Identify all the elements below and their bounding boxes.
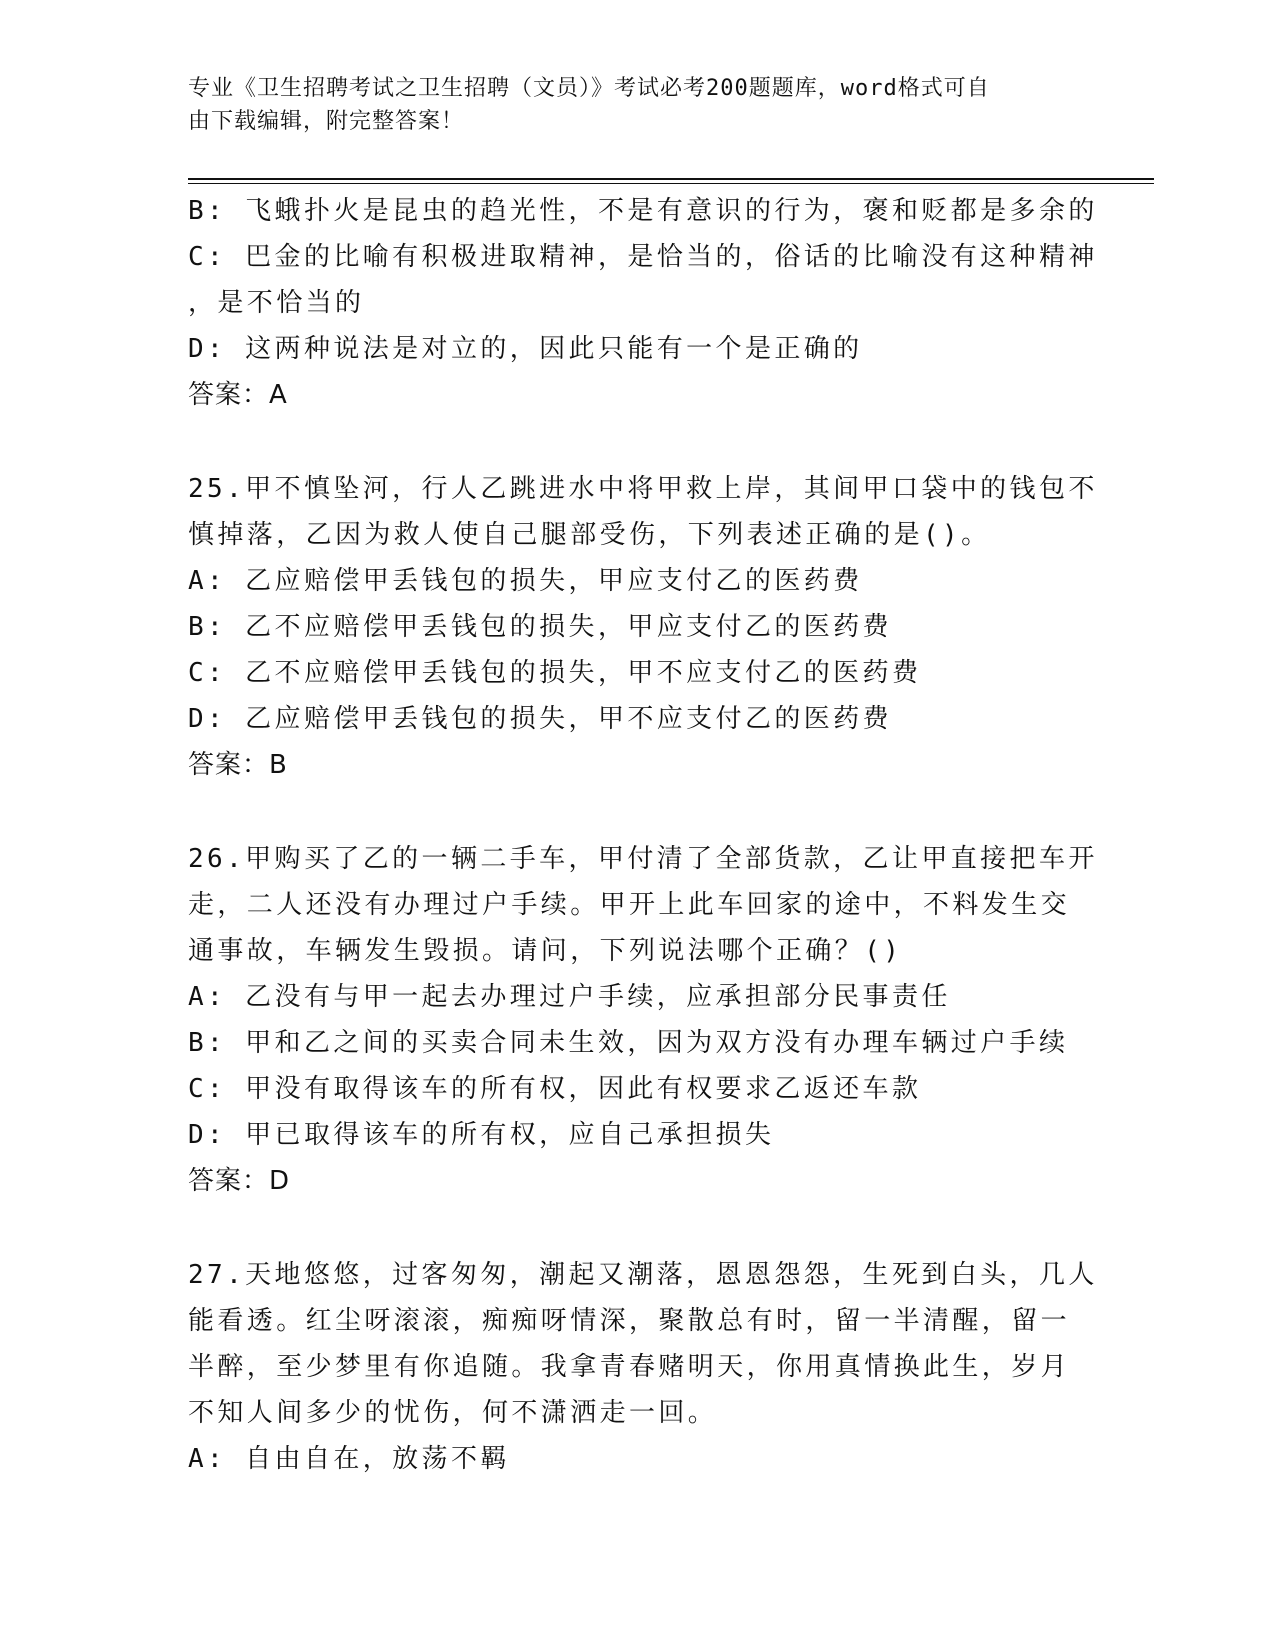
spacer [188,788,1088,836]
option-b: B: 甲和乙之间的买卖合同未生效，因为双方没有办理车辆过户手续 [188,1028,1069,1058]
question-stem-continued: 通事故，车辆发生毁损。请问，下列说法哪个正确？() [188,936,903,966]
spacer [188,1204,1088,1252]
question-27 [188,1252,1098,1482]
option-c: C: 乙不应赔偿甲丢钱包的损失，甲不应支付乙的医药费 [188,658,922,688]
option-a: A: 乙没有与甲一起去办理过户手续，应承担部分民事责任 [188,982,951,1012]
option-b: B: 乙不应赔偿甲丢钱包的损失，甲应支付乙的医药费 [188,612,892,642]
question-25 [188,466,1098,788]
question-stem: 25.甲不慎坠河，行人乙跳进水中将甲救上岸，其间甲口袋中的钱包不 [188,474,1098,504]
header-divider-thin [188,183,1154,184]
answer: 答案：A [188,380,288,410]
question-stem-continued: 慎掉落，乙因为救人使自己腿部受伤，下列表述正确的是()。 [188,520,991,550]
option-a: A: 乙应赔偿甲丢钱包的损失，甲应支付乙的医药费 [188,566,863,596]
option-d: D: 乙应赔偿甲丢钱包的损失，甲不应支付乙的医药费 [188,704,892,734]
option-a: A: 自由自在，放荡不羁 [188,1444,510,1474]
option-c: C: 甲没有取得该车的所有权，因此有权要求乙返还车款 [188,1074,922,1104]
spacer [188,418,1088,466]
question-stem-continued: 不知人间多少的忧伤，何不潇洒走一回。 [188,1398,718,1428]
option-c: C: 巴金的比喻有积极进取精神，是恰当的，俗话的比喻没有这种精神 [188,242,1098,272]
option-c-continued: ，是不恰当的 [188,288,365,318]
question-content [188,188,1098,1482]
question-stem-continued: 半醉，至少梦里有你追随。我拿青春赌明天，你用真情换此生，岁月 [188,1352,1071,1382]
header-divider-thick [188,178,1154,180]
answer: 答案：B [188,750,288,780]
question-stem: 27.天地悠悠，过客匆匆，潮起又潮落，恩恩怨怨，生死到白头，几人 [188,1260,1098,1290]
question-stem-continued: 能看透。红尘呀滚滚，痴痴呀情深，聚散总有时，留一半清醒，留一 [188,1306,1071,1336]
option-d: D: 甲已取得该车的所有权，应自己承担损失 [188,1120,775,1150]
option-b: B: 飞蛾扑火是昆虫的趋光性，不是有意识的行为，褒和贬都是多余的 [188,196,1098,226]
header-line-1: 专业《卫生招聘考试之卫生招聘（文员）》考试必考200题题库，word格式可自 [188,76,990,101]
question-stem-continued: 走，二人还没有办理过户手续。甲开上此车回家的途中，不料发生交 [188,890,1071,920]
document-header [188,72,1088,138]
option-d: D: 这两种说法是对立的，因此只能有一个是正确的 [188,334,863,364]
question-stem: 26.甲购买了乙的一辆二手车，甲付清了全部货款，乙让甲直接把车开 [188,844,1098,874]
question-24-remainder [188,188,1098,418]
question-26 [188,836,1098,1204]
answer: 答案：D [188,1166,291,1196]
header-line-2: 由下载编辑，附完整答案！ [188,109,465,134]
